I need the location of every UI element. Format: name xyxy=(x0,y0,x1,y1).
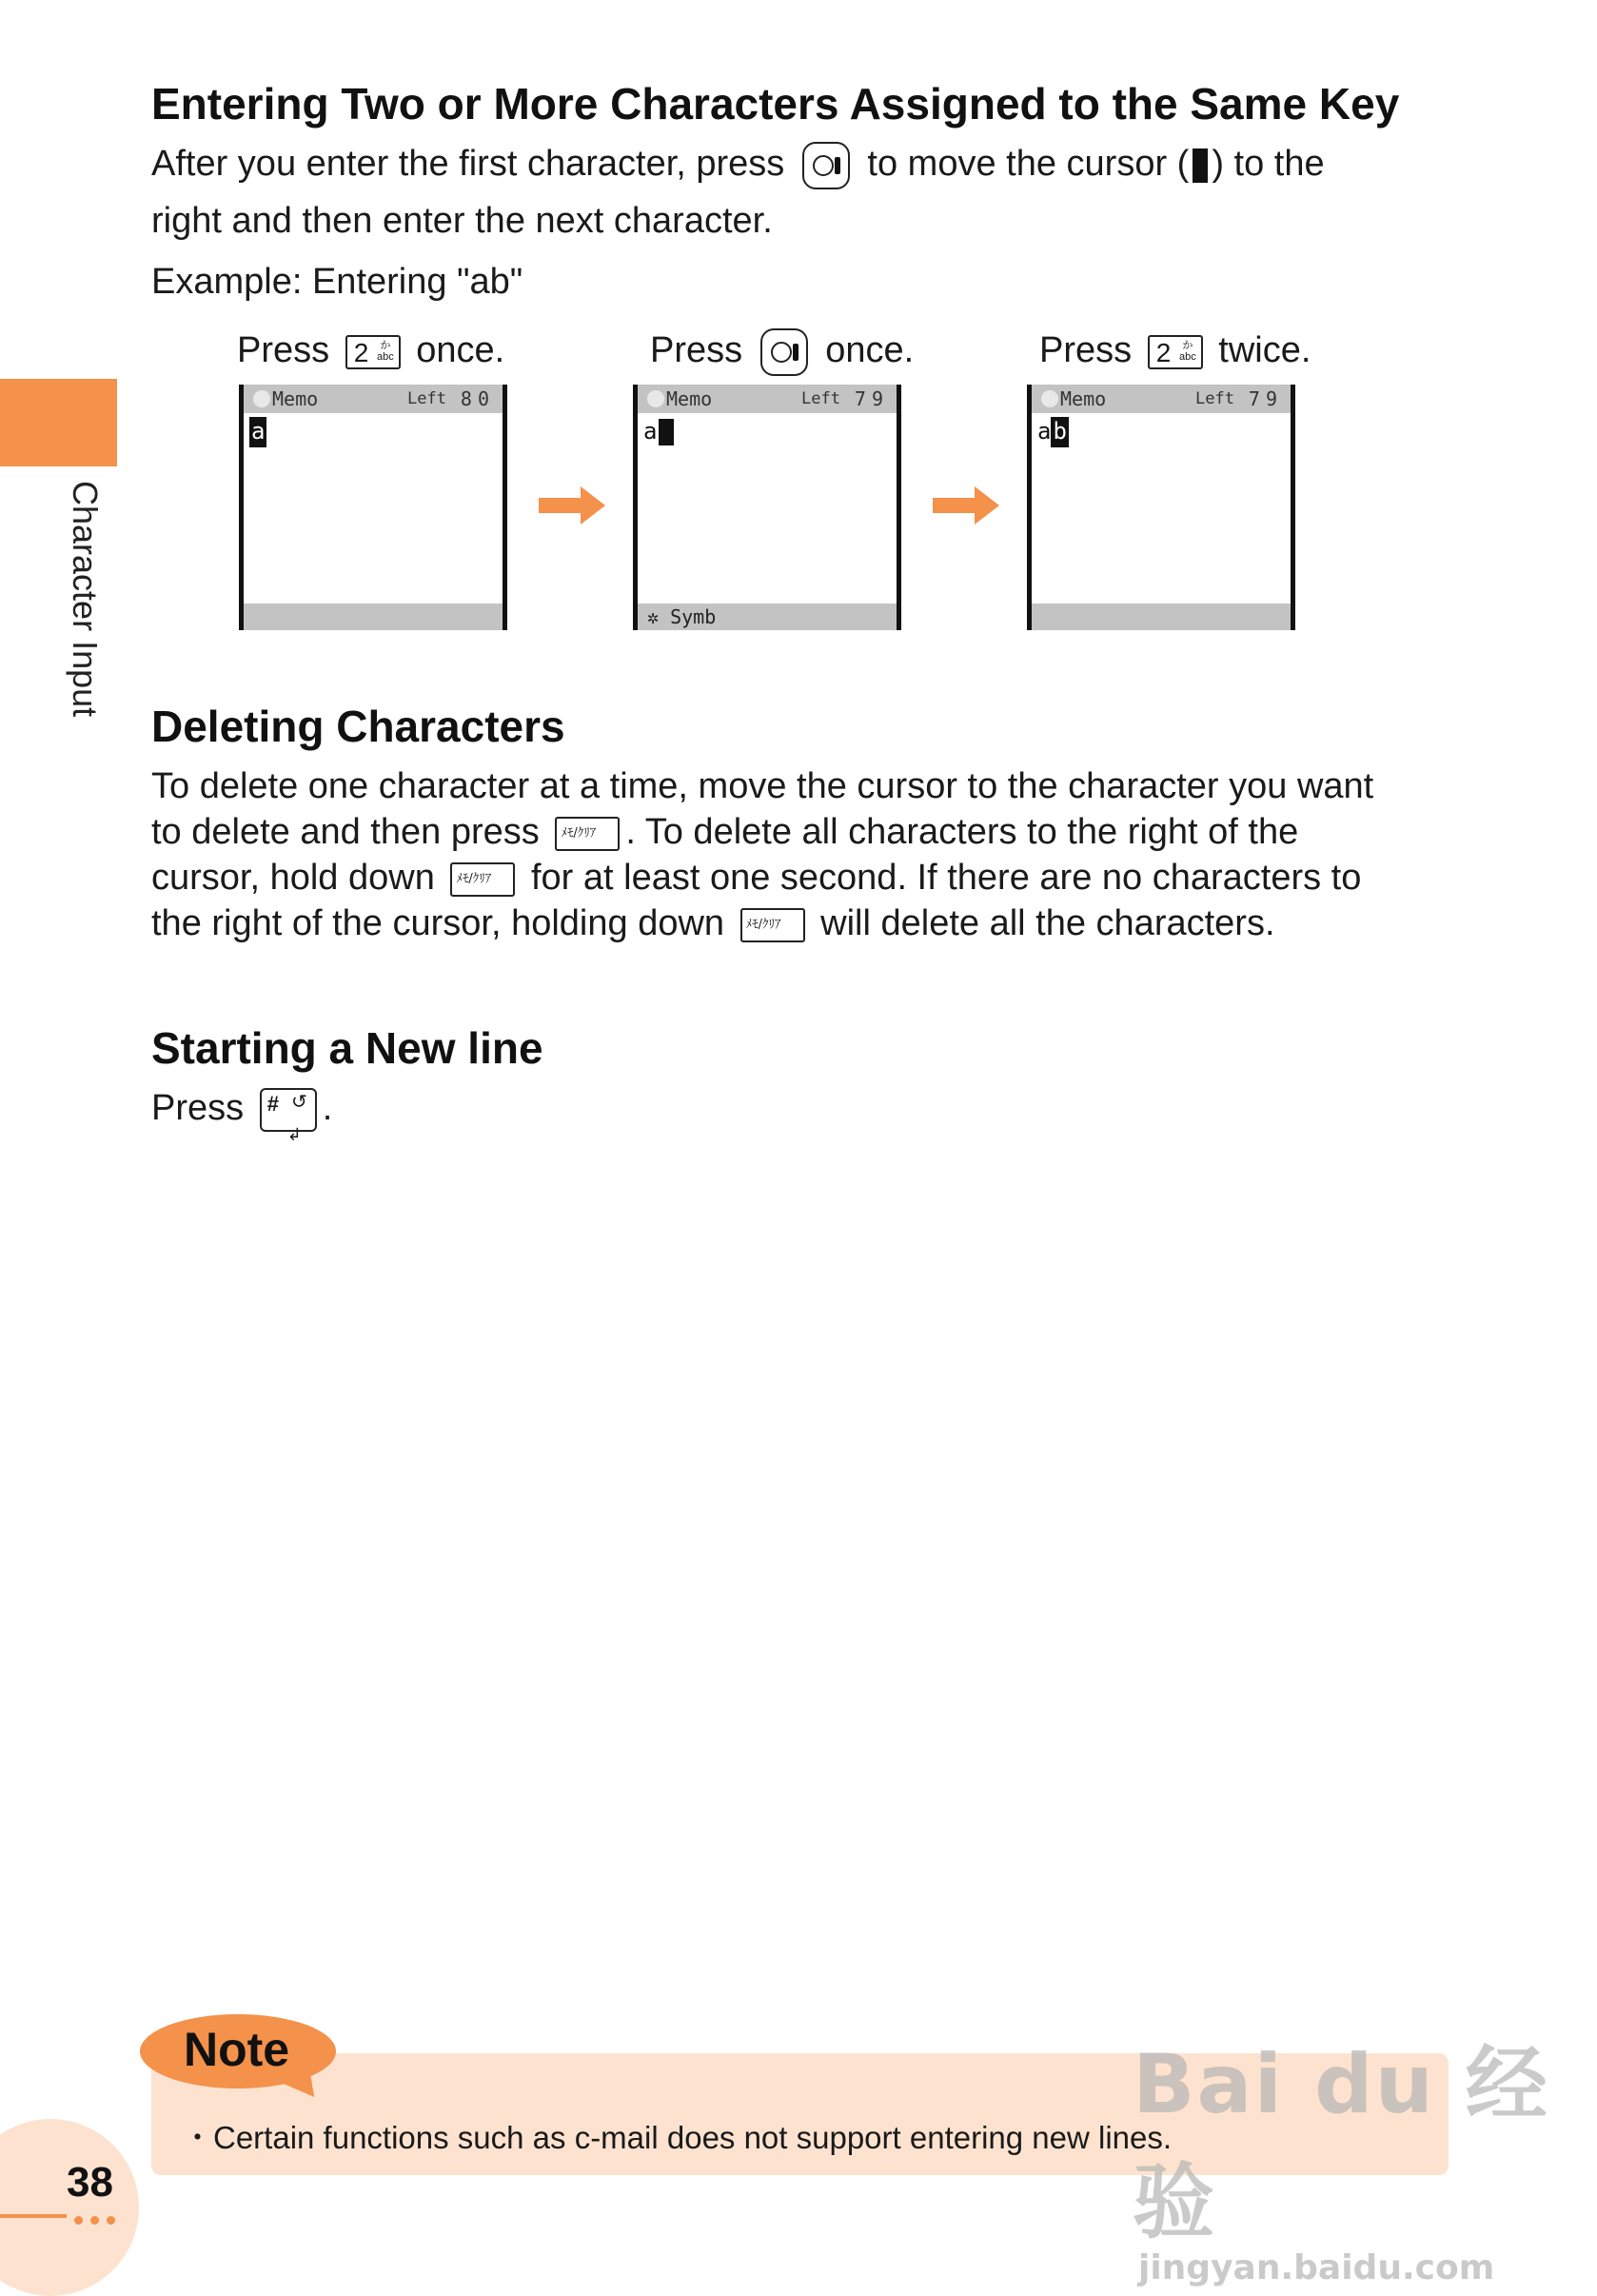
text-fragment: to delete and then press xyxy=(151,812,540,852)
text-fragment: cursor, hold down xyxy=(151,858,435,898)
text-fragment: will delete all the characters. xyxy=(820,903,1275,943)
symbol-key-icon: ✲ xyxy=(647,605,660,628)
text-fragment: for at least one second. If there are no characters to xyxy=(530,858,1362,898)
key-kana: か xyxy=(380,339,391,351)
screen-left-label: Left xyxy=(801,389,840,408)
text-fragment: to move the cursor ( xyxy=(867,144,1190,184)
clear-key-icon xyxy=(555,817,620,851)
phone-screen-3 xyxy=(1027,385,1295,630)
screen-char-count: 80 xyxy=(460,387,495,410)
text-fragment: Press xyxy=(151,1088,245,1128)
page-number: 38 xyxy=(67,2159,113,2206)
text-fragment: the right of the cursor, holding down xyxy=(151,903,725,943)
cursor-block-icon xyxy=(1193,148,1208,183)
right-nav-key-icon xyxy=(802,142,850,189)
note-title: Note xyxy=(184,2023,290,2076)
step-suffix: once. xyxy=(416,330,505,370)
screen-title-bar xyxy=(244,385,503,413)
screen-text xyxy=(643,417,674,445)
clear-key-text: ﾒﾓ/ｸﾘｱ xyxy=(745,917,781,932)
note-text: ・Certain functions such as c-mail does not support entering new lines. xyxy=(182,2120,1173,2155)
screen-left-label: Left xyxy=(1195,389,1234,408)
clear-key-text: ﾒﾓ/ｸﾘｱ xyxy=(456,871,492,886)
step-suffix: twice. xyxy=(1218,330,1311,370)
clear-key-text: ﾒﾓ/ｸﾘｱ xyxy=(561,825,597,841)
key-number: 2 xyxy=(353,337,369,367)
section-title-multiple-chars: Entering Two or More Characters Assigned to the Same Key xyxy=(151,79,1400,129)
page-dots xyxy=(74,2212,123,2229)
step-prefix: Press xyxy=(237,330,330,370)
phone-screen-1 xyxy=(239,385,507,630)
key-kana: か xyxy=(1182,339,1193,351)
enter-symbol: ↲ xyxy=(286,1124,302,1144)
screen-title-bar xyxy=(638,385,897,413)
screen-text xyxy=(249,417,266,447)
step-caption-3 xyxy=(1039,327,1311,373)
softkey-label: Symb xyxy=(670,605,717,628)
screen-title-bar xyxy=(1032,385,1291,413)
step-suffix: once. xyxy=(825,330,915,370)
screen-softkey-bar xyxy=(1032,604,1291,630)
highlighted-char: a xyxy=(249,417,266,447)
screen-text xyxy=(1037,417,1069,447)
entered-char: a xyxy=(643,418,658,445)
phone-screen-2 xyxy=(633,385,901,630)
screen-app-name: Memo xyxy=(1060,387,1107,410)
key-abc: abc xyxy=(376,350,394,363)
side-section-label: Character Input xyxy=(66,481,105,718)
step-prefix: Press xyxy=(650,330,743,370)
screen-left-label: Left xyxy=(407,389,446,408)
entered-char: a xyxy=(1037,418,1052,445)
highlighted-char: b xyxy=(1051,417,1068,447)
section-title-deleting: Deleting Characters xyxy=(151,702,565,751)
page-number-circle xyxy=(0,2119,139,2296)
text-fragment: . To delete all characters to the right of the xyxy=(625,812,1299,852)
step-prefix: Press xyxy=(1039,330,1133,370)
baidu-watermark xyxy=(1133,2018,1597,2287)
right-arrow-icon xyxy=(933,486,999,525)
two-key-icon xyxy=(345,335,401,369)
key-number: 2 xyxy=(1155,337,1172,367)
clear-key-icon xyxy=(740,908,805,942)
key-abc: abc xyxy=(1178,350,1196,363)
section2-line3 xyxy=(151,855,1361,901)
section2-line1: To delete one character at a time, move the cursor to the character you want xyxy=(151,766,1374,806)
section2-line2 xyxy=(151,809,1298,855)
text-fragment: . xyxy=(322,1088,333,1128)
text-fragment: ) to the xyxy=(1212,144,1325,184)
right-arrow-icon xyxy=(539,486,605,525)
watermark-url: jingyan.baidu.com xyxy=(1138,2248,1495,2287)
section2-line4 xyxy=(151,901,1275,946)
section1-paragraph-line1 xyxy=(151,141,1325,189)
right-nav-key-icon xyxy=(760,328,808,376)
screen-app-name: Memo xyxy=(666,387,713,410)
screen-app-name: Memo xyxy=(272,387,319,410)
screen-softkey-bar xyxy=(638,604,897,630)
cursor-block-icon xyxy=(659,419,674,445)
watermark-brand: Bai du 经验 xyxy=(1133,2037,1549,2250)
step-caption-2 xyxy=(650,327,914,376)
two-key-icon xyxy=(1148,335,1203,369)
screen-char-count: 79 xyxy=(1248,387,1283,410)
memo-icon xyxy=(253,390,270,407)
section1-paragraph-line2: right and then enter the next character. xyxy=(151,201,773,241)
step-caption-1 xyxy=(237,327,504,373)
page-number-line xyxy=(0,2214,67,2218)
side-tab-marker xyxy=(0,379,117,466)
memo-icon xyxy=(1041,390,1058,407)
hash-aux-symbol: ↺ xyxy=(290,1091,307,1113)
screen-softkey-bar xyxy=(244,604,503,630)
text-fragment: After you enter the first character, press xyxy=(151,144,785,184)
hash-key-icon xyxy=(260,1088,317,1144)
section3-text xyxy=(151,1085,333,1144)
clear-key-icon xyxy=(450,862,515,897)
section-title-new-line: Starting a New line xyxy=(151,1023,543,1073)
hash-symbol: # xyxy=(266,1091,279,1116)
example-label: Example: Entering "ab" xyxy=(151,262,523,302)
screen-char-count: 79 xyxy=(854,387,889,410)
memo-icon xyxy=(647,390,664,407)
